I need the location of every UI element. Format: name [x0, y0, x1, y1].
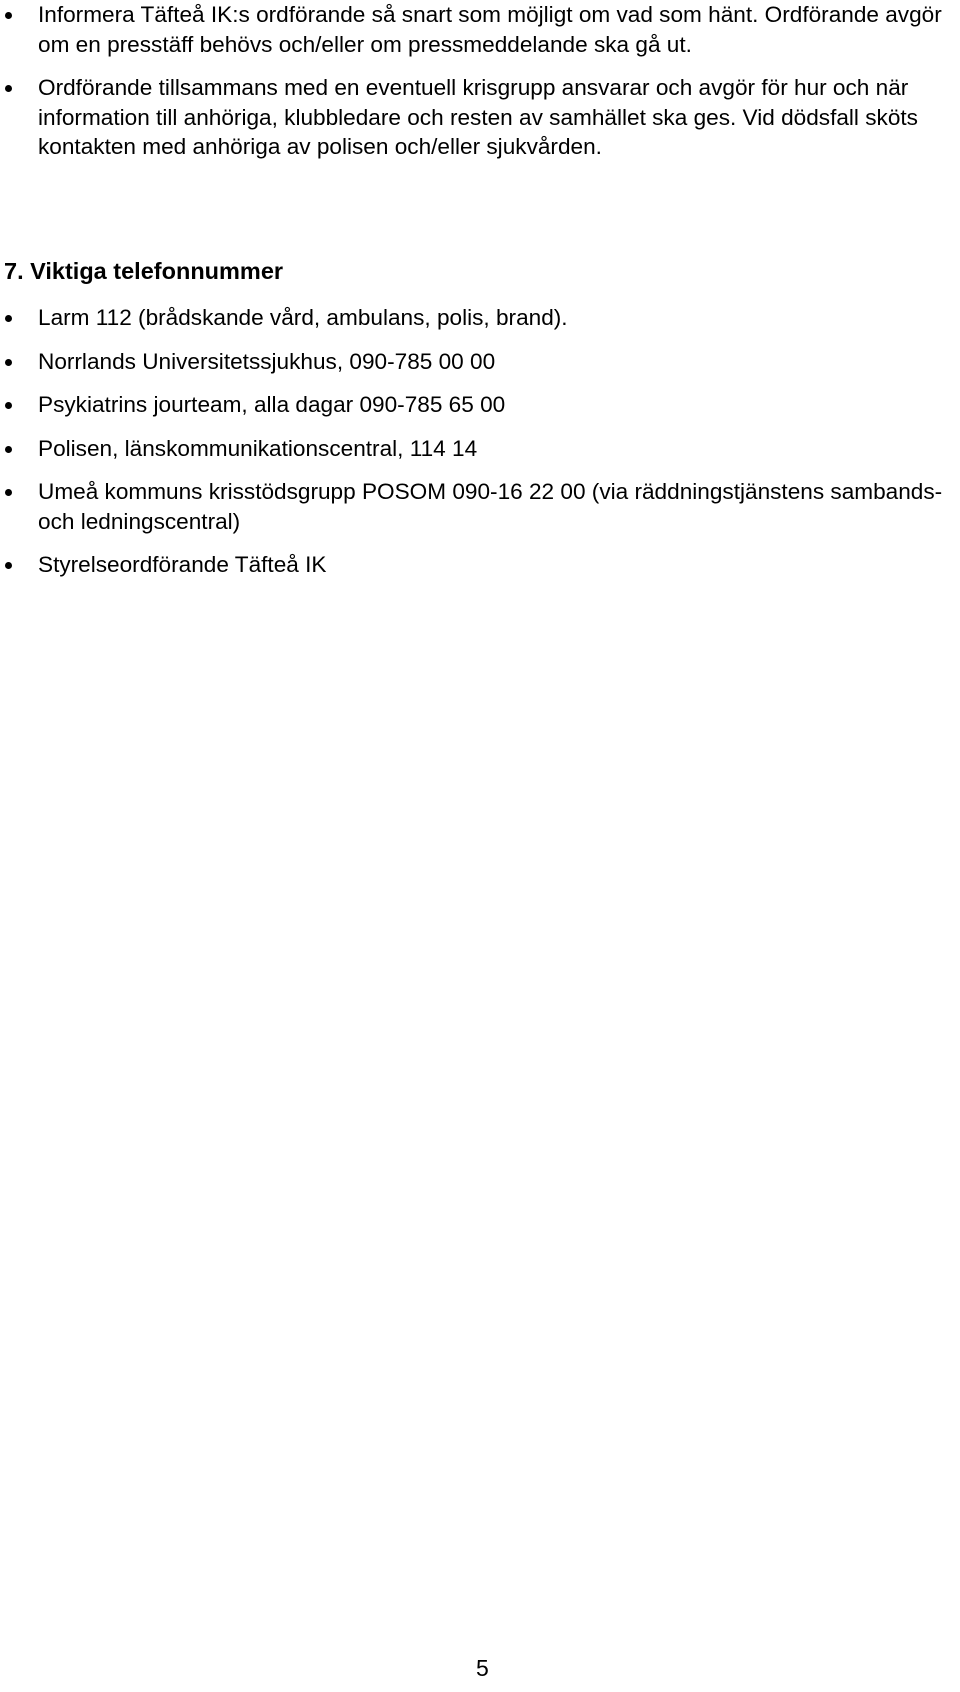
- list-item: [0, 73, 960, 162]
- bullet-text: Larm 112 (brådskande vård, ambulans, polis, brand).: [38, 305, 568, 330]
- bullet-text: Norrlands Universitetssjukhus, 090-785 00 00: [38, 348, 496, 374]
- bullet-text: Umeå kommuns krisstödsgrupp POSOM 090-16 22 00 (via räddningstjänstens sambands- och ledningscentral): [38, 479, 943, 534]
- bullet-icon: [5, 446, 12, 453]
- bullet-icon: [5, 562, 12, 569]
- bullet-icon: [5, 402, 12, 409]
- bullet-text: Ordförande tillsammans med en eventuell krisgrupp ansvarar och avgör för hur och när information till anhöriga, klubbledare och resten av samhället ska ges. Vid dödsfall sköts kontakten med anhöriga av polisen och/eller sjukvården.: [38, 75, 918, 159]
- bullet-icon: [5, 489, 12, 496]
- bullet-text: Styrelseordförande Täfteå IK: [38, 552, 327, 577]
- bullet-icon: [5, 12, 12, 19]
- bullet-icon: [5, 85, 12, 92]
- list-item: [0, 390, 960, 420]
- page-number: 5: [476, 1655, 489, 1681]
- bullet-icon: [5, 359, 12, 366]
- bullet-text: Informera Täfteå IK:s ordförande så snart som möjligt om vad som hänt. Ordförande avgör om en presstäff behövs och/eller om pressmeddelande ska gå ut.: [38, 2, 942, 57]
- list-item: [0, 477, 960, 536]
- bullet-icon: [5, 315, 12, 322]
- bullet-text: Polisen, länskommunikationscentral, 114 14: [38, 435, 478, 461]
- list-item: [0, 347, 960, 377]
- list-item: [0, 550, 960, 580]
- list-item: [0, 303, 960, 333]
- phone-number-list: [0, 303, 960, 594]
- list-item: [0, 0, 960, 59]
- bullet-text: Psykiatrins jourteam, alla dagar 090-785 65 00: [38, 392, 506, 417]
- section-heading: 7. Viktiga telefonnummer: [4, 258, 284, 284]
- information-bullet-list: [0, 0, 960, 162]
- list-item: [0, 434, 960, 464]
